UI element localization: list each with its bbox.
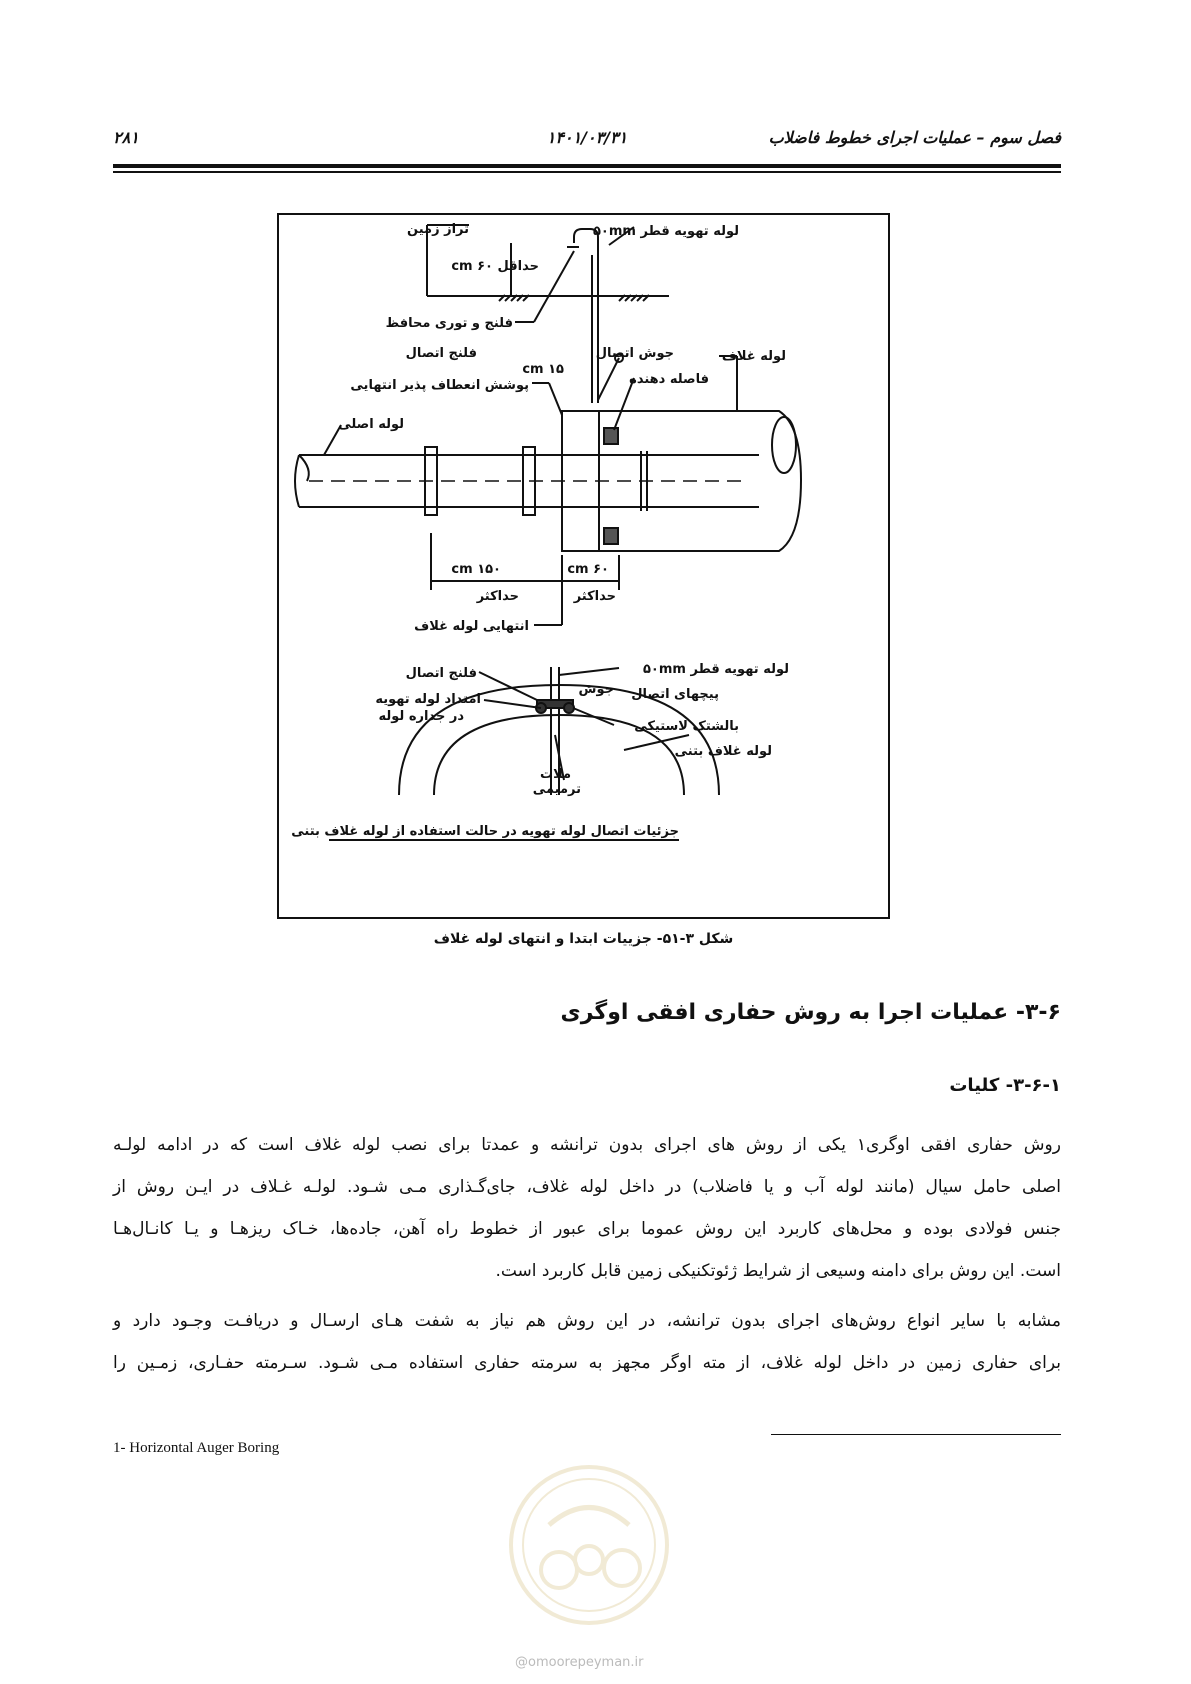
label-connection-flange: فلنج اتصال — [405, 346, 477, 361]
label-max-2: حداکثر — [573, 589, 616, 604]
label-weld-joint: جوش اتصال — [595, 346, 674, 361]
leader-screen-2 — [534, 251, 574, 322]
watermark-text: @omoorepeyman.ir — [515, 1655, 644, 1670]
paragraph-2-line-2: برای حفاری زمین در داخل لوله غلاف، از مته اوگر مجهز به سرمته حفاری استفاده مـی شـود. سـرمته حفـاری، زمـین را — [113, 1353, 1061, 1373]
header-rule-thin — [113, 171, 1061, 173]
main-pipe-cut — [295, 455, 309, 507]
paragraph-1-line-3: جنس فولادی بوده و محل‌های کاربرد این روش عموما برای عبور از خطوط راه آهن، جاده‌ها، خـاک ریزهـا و یـا کانـال‌هـا — [113, 1219, 1061, 1239]
paragraph-2-line-1: مشابه با سایر انواع روش‌های اجرای بدون ترانشه، در این روش هم نیاز به شفت هـای ارسـال و دریافـت وجـود دارد و — [113, 1311, 1061, 1331]
label-spacer: فاصله دهنده — [629, 372, 709, 387]
label-b-weld: جوش — [578, 682, 614, 697]
paragraph-1-line-4: است. این روش برای دامنه وسیعی از شرایط ژئوتکنیکی زمین قابل کاربرد است. — [495, 1261, 1061, 1281]
figure-caption: شکل ۳-۵۱- جزییات ابتدا و انتهای لوله غلاف — [433, 931, 734, 947]
label-b-extension-2: در جداره لوله — [378, 709, 464, 724]
label-casing-end: انتهایی لوله غلاف — [414, 619, 529, 634]
casing-end-ellipse — [772, 417, 796, 473]
b-leader-extension — [484, 700, 541, 708]
vent-pipe — [574, 229, 598, 403]
label-casing-pipe: لوله غلاف — [721, 349, 786, 364]
paragraph-1-line-2: اصلی حامل سیال (مانند لوله آب و یا فاضلاب) در داخل لوله غلاف، جای‌گـذاری مـی شـود. لولـه غـلاف در ایـن روش از — [113, 1177, 1061, 1197]
leader-weld — [598, 358, 619, 400]
label-150cm: ۱۵۰ cm — [451, 562, 501, 577]
section-heading: ۳-۶- عملیات اجرا به روش حفاری افقی اوگری — [560, 1000, 1061, 1025]
label-b-bolts: پیچهای اتصال — [631, 687, 719, 702]
header-date: ۱۴۰۱/۰۳/۳۱ — [546, 128, 628, 147]
header-rule-thick — [113, 164, 1061, 168]
leader-cover-2 — [549, 383, 562, 415]
label-b-title: جزئیات اتصال لوله تهویه در حالت استفاده از لوله غلاف بتنی — [291, 824, 679, 839]
subsection-heading: ۳-۶-۱- کلیات — [949, 1075, 1061, 1096]
b-leader-vent — [559, 668, 619, 675]
label-b-vent: لوله تهویه قطر ۵۰mm — [643, 662, 789, 677]
label-main-pipe: لوله اصلی — [338, 417, 404, 432]
label-b-concrete: لوله غلاف بتنی — [674, 744, 772, 759]
spacer-bottom — [604, 528, 618, 544]
label-b-flange: فلنج اتصال — [405, 666, 477, 681]
label-b-mortar-1: ملات — [540, 767, 571, 782]
page-header — [113, 128, 1061, 152]
label-min-60: ۶۰ cm — [451, 259, 493, 274]
label-vent-pipe: لوله تهویه قطر ۵۰mm — [593, 224, 739, 239]
watermark-logo — [504, 1460, 674, 1630]
label-60cm: ۶۰ cm — [567, 562, 609, 577]
b-bolt-right — [564, 703, 574, 713]
label-min-word: حداقل — [497, 259, 539, 274]
spacer-top — [604, 428, 618, 444]
label-b-mortar-2: ترمیمی — [532, 782, 581, 797]
label-flange-screen: فلنج و توری محافظ — [385, 316, 513, 331]
label-15cm: ۱۵ cm — [522, 362, 564, 377]
page-number: ۲۸۱ — [113, 128, 139, 147]
label-ground-level: تراز زمین — [407, 222, 469, 237]
label-flexible-cover: پوشش انعطاف پذیر انتهایی — [350, 378, 529, 393]
footnote-rule — [771, 1434, 1061, 1435]
pipe-casing-diagram — [279, 215, 892, 921]
figure-frame — [277, 213, 890, 919]
label-b-gasket: بالشتک لاستیکی — [634, 719, 739, 734]
paragraph-1-line-1: روش حفاری افقی اوگری۱ یکی از روش های اجرای بدون ترانشه و عمدتا برای نصب لوله غلاف است که در ادامه لولـه — [113, 1135, 1061, 1155]
label-max-1: حداکثر — [476, 589, 519, 604]
footnote: 1- Horizontal Auger Boring — [113, 1440, 280, 1456]
chapter-title: فصل سوم – عملیات اجرای خطوط فاضلاب — [768, 128, 1061, 147]
label-b-extension-1: امتداد لوله تهویه — [375, 692, 481, 707]
